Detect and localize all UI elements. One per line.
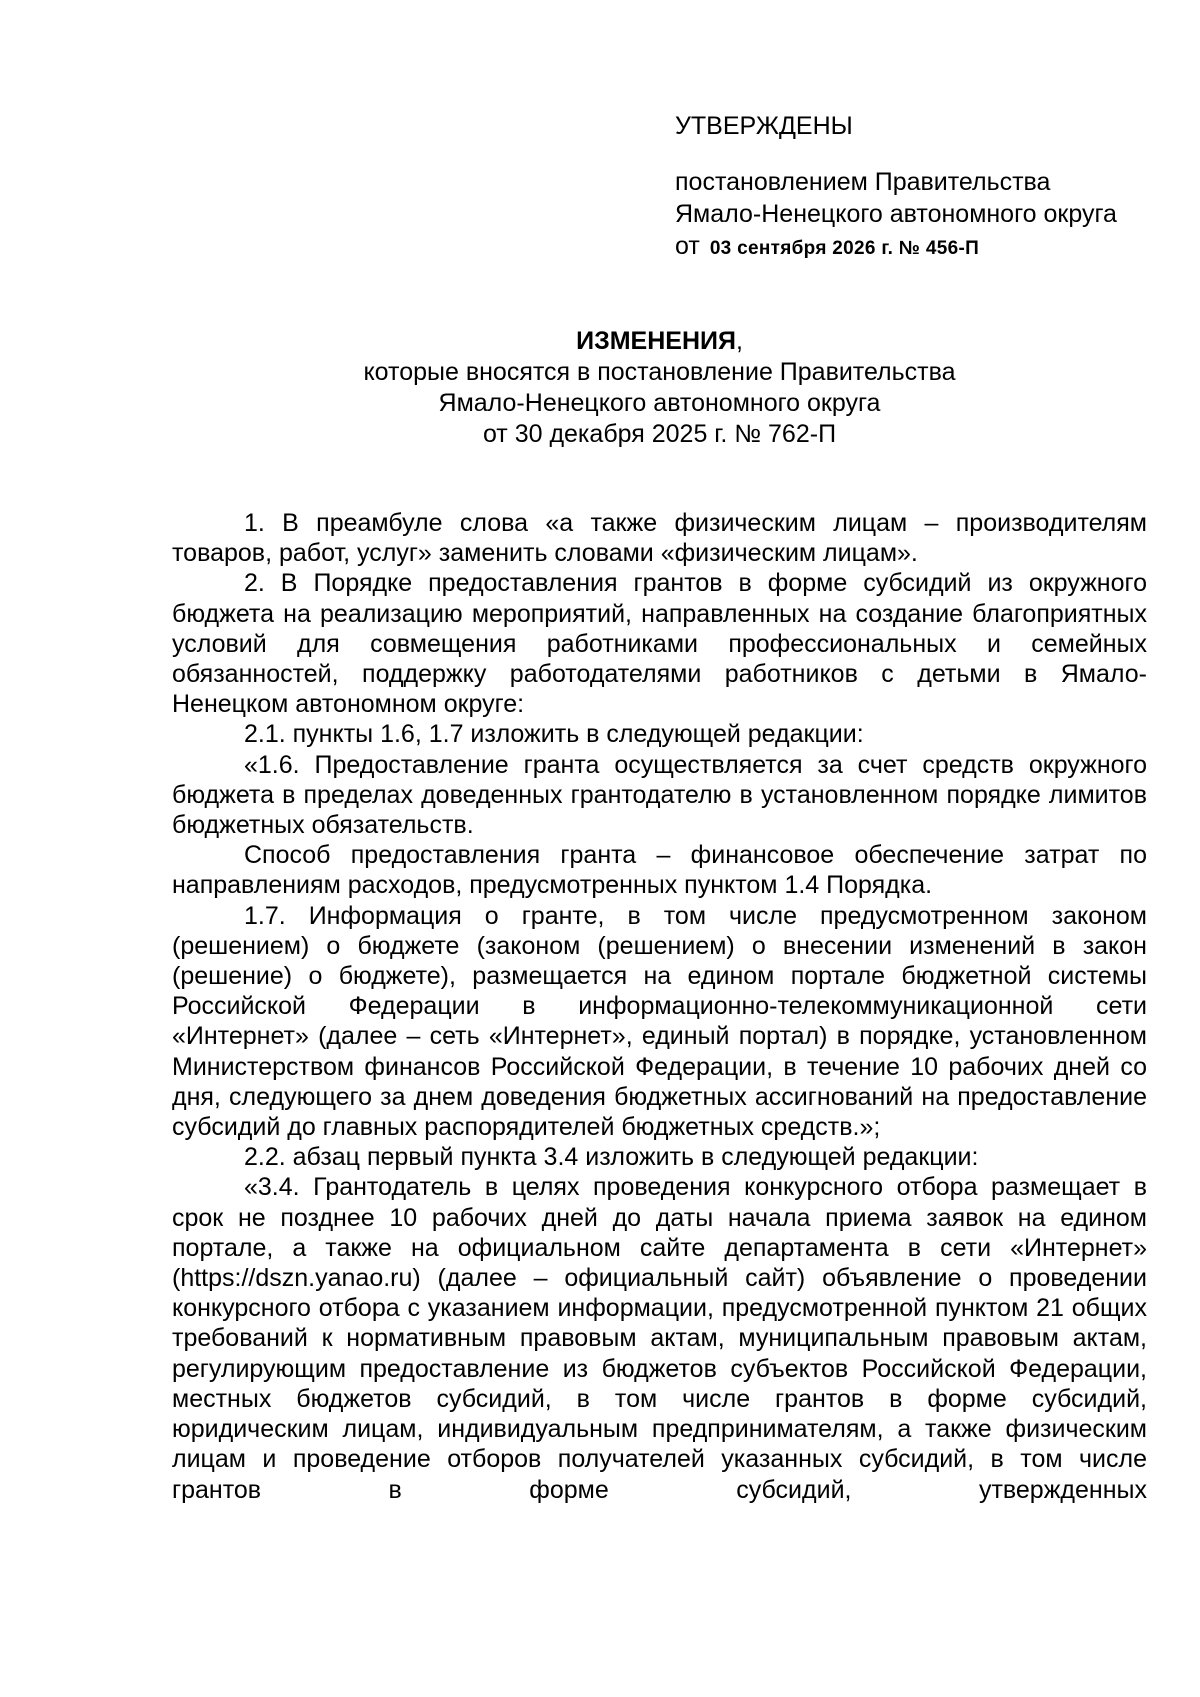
approval-line-1: постановлением Правительства	[675, 168, 1051, 196]
heading-title-suffix: ,	[735, 327, 743, 355]
paragraph-1: 1. В преамбуле слова «а также физическим лицам – производителям товаров, работ, услуг» заменить словами «физическим лицам».	[172, 509, 1147, 568]
heading-line-2: Ямало-Ненецкого автономного округа	[438, 389, 881, 417]
heading-title-line	[172, 326, 1147, 357]
paragraph-2-2: 2.2. абзац первый пункта 3.4 изложить в следующей редакции:	[244, 1143, 979, 1172]
paragraph-3-4: «3.4. Грантодатель в целях проведения конкурсного отбора размещает в срок не позднее 10 рабочих дней до даты начала приема заявок на едином портале, а также на официальном сайте департамента в сети «Интернет» (https://dszn.yanao.ru) (далее – официальный сайт) объявление о проведении конкурсного отбора с указанием информации, предусмотренной пунктом 21 общих требований к нормативным правовым актам, муниципальным правовым актам, регулирующим предоставление из бюджетов субъектов Российской Федерации, местных бюджетов субсидий, в том числе грантов в форме субсидий, юридическим лицам, индивидуальным предпринимателям, а также физическим лицам и проведение отборов получателей указанных субсидий, в том числе грантов в форме субсидий, утвержденных	[172, 1173, 1147, 1504]
paragraph-1-6: «1.6. Предоставление гранта осуществляется за счет средств окружного бюджета в пределах доведенных грантодателю в установленном порядке лимитов бюджетных обязательств.	[172, 750, 1147, 840]
approval-stamp	[675, 110, 1155, 265]
document-heading	[172, 326, 1147, 450]
approval-date-prefix: от	[675, 232, 700, 260]
heading-line-3: от 30 декабря 2025 г. № 762-П	[482, 420, 837, 448]
paragraph-1-7: 1.7. Информация о гранте, в том числе предусмотренном законом (решением) о бюджете (законом (решением) о внесении изменений в закон (решение) о бюджете), размещается на едином портале бюджетной системы Российской Федерации в информационно-телекоммуникационной сети «Интернет» (далее – сеть «Интернет», единый портал) в порядке, установленном Министерством финансов Российской Федерации, в течение 10 рабочих дней со дня, следующего за днем доведения бюджетных ассигнований на предоставление субсидий до главных распорядителей бюджетных средств.»;	[172, 901, 1147, 1142]
approval-line-2: Ямало-Ненецкого автономного округа	[675, 200, 1117, 228]
heading-title: ИЗМЕНЕНИЯ	[576, 327, 736, 355]
paragraph-2: 2. В Порядке предоставления грантов в форме субсидий из окружного бюджета на реализацию мероприятий, направленных на создание благоприятных условий для совмещения работниками профессиональных и семейных обязанностей, поддержку работодателями работников с детьми в Ямало-Ненецком автономном округе:	[172, 569, 1147, 719]
paragraph-2-1: 2.1. пункты 1.6, 1.7 изложить в следующей редакции:	[244, 720, 864, 749]
approval-title: УТВЕРЖДЕНЫ	[675, 112, 853, 140]
heading-line-1: которые вносятся в постановление Правительства	[363, 358, 956, 386]
paragraph-grant-method: Способ предоставления гранта – финансовое обеспечение затрат по направлениям расходов, предусмотренных пунктом 1.4 Порядка.	[172, 841, 1147, 900]
approval-date-value: 03 сентября 2026 г. № 456-П	[709, 238, 980, 259]
document-body	[172, 508, 1147, 1505]
approval-date-line	[675, 230, 1155, 265]
